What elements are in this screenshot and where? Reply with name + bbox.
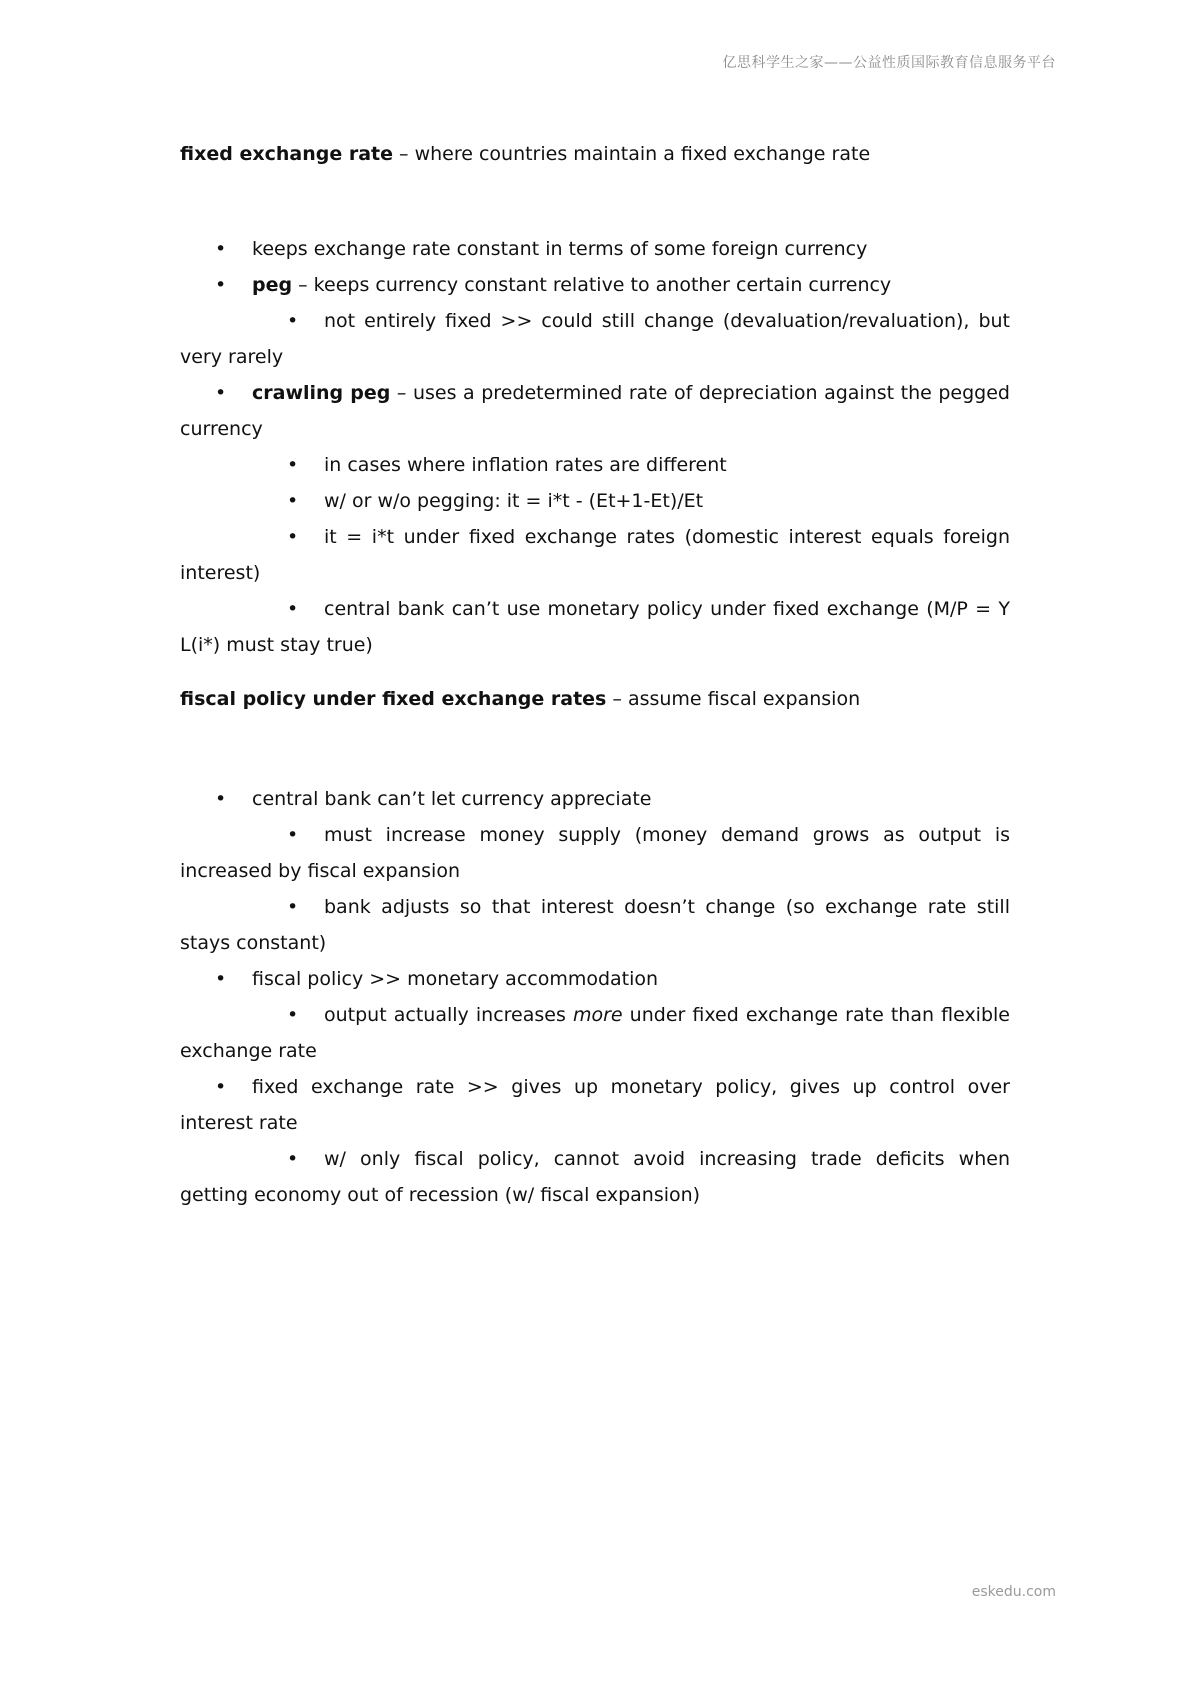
page-footer: eskedu.com [971, 1584, 1056, 1600]
list-item [180, 267, 1010, 303]
item-text: w/ or w/o pegging: it = i*t - (Et+1-Et)/Et [324, 490, 704, 512]
item-text: – uses a predetermined rate of depreciation against the pegged currency [180, 382, 1010, 440]
item-text: output actually increases [324, 1004, 573, 1026]
list-item [180, 231, 1010, 267]
list-item [180, 591, 1010, 663]
list-item [180, 447, 1010, 483]
item-text: fiscal policy >> monetary accommodation [252, 968, 659, 990]
item-text: fixed exchange rate >> gives up monetary policy, gives up control over interest rate [180, 1076, 1010, 1134]
item-text: central bank can’t use monetary policy under fixed exchange (M/P = Y L(i*) must stay true) [180, 598, 1010, 656]
item-text: – keeps currency constant relative to another certain currency [292, 274, 892, 296]
list-item [180, 1141, 1010, 1213]
page-header: 亿思科学生之家——公益性质国际教育信息服务平台 [722, 55, 1056, 71]
item-text: w/ only fiscal policy, cannot avoid increasing trade deficits when getting economy out of recession (w/ fiscal expansion) [180, 1148, 1010, 1206]
list-item [180, 997, 1010, 1069]
item-term: peg [252, 274, 293, 296]
heading-term: fiscal policy under fixed exchange rates [180, 688, 607, 710]
item-text: it = i*t under fixed exchange rates (domestic interest equals foreign interest) [180, 526, 1010, 584]
section-heading-fiscal-policy [180, 681, 1010, 717]
item-term: crawling peg [252, 382, 391, 404]
item-text: keeps exchange rate constant in terms of some foreign currency [252, 238, 868, 260]
list-item [180, 375, 1010, 447]
item-text: central bank can’t let currency appreciate [252, 788, 652, 810]
item-emphasis: more [572, 1004, 623, 1026]
list-item [180, 483, 1010, 519]
fiscal-policy-list [180, 781, 1010, 1213]
section-heading-fixed-exchange-rate [180, 136, 1010, 172]
item-text: bank adjusts so that interest doesn’t change (so exchange rate still stays constant) [180, 896, 1010, 954]
list-item [180, 817, 1010, 889]
fixed-exchange-rate-list [180, 231, 1010, 663]
heading-description: – where countries maintain a fixed exchange rate [392, 143, 871, 165]
item-text: under fixed exchange rate than flexible exchange rate [180, 1004, 1010, 1062]
list-item [180, 889, 1010, 961]
list-item [180, 303, 1010, 375]
heading-description: – assume fiscal expansion [606, 688, 861, 710]
item-text: must increase money supply (money demand grows as output is increased by fiscal expansion [180, 824, 1010, 882]
item-text: not entirely fixed >> could still change (devaluation/revaluation), but very rarely [180, 310, 1010, 368]
list-item [180, 1069, 1010, 1141]
list-item [180, 961, 1010, 997]
heading-term: fixed exchange rate [180, 143, 393, 165]
list-item [180, 781, 1010, 817]
list-item [180, 519, 1010, 591]
item-text: in cases where inflation rates are different [324, 454, 727, 476]
